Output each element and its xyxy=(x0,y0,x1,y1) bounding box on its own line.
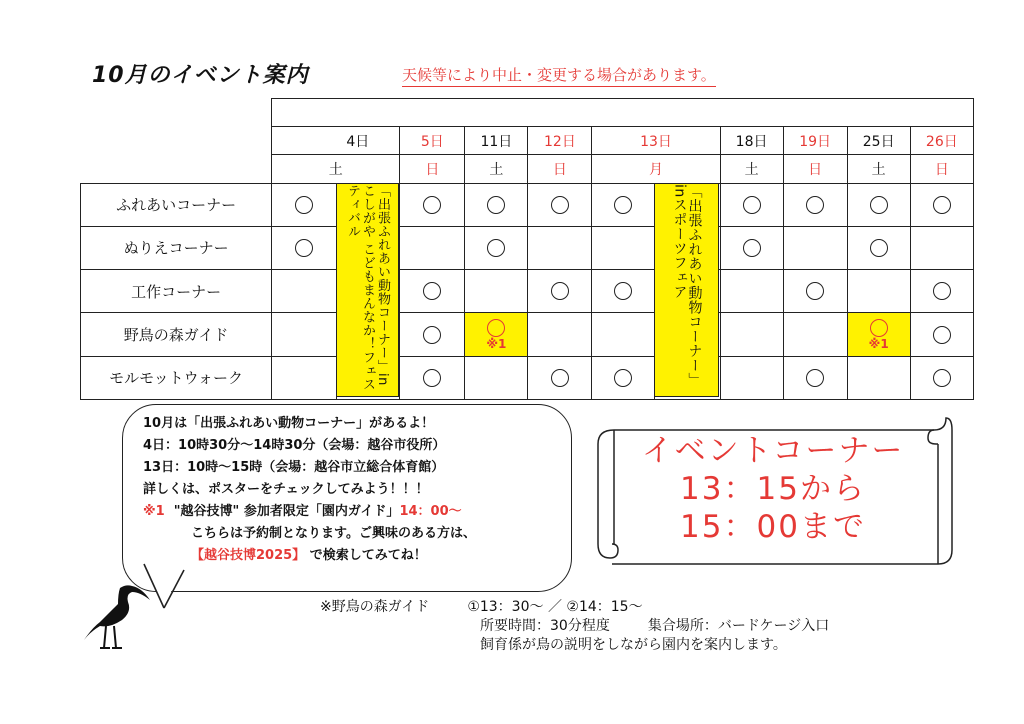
page-title: 10月のイベント案内 xyxy=(92,63,309,88)
row-label: 工作コーナー xyxy=(81,270,272,313)
available-mark xyxy=(423,196,441,214)
schedule-cell xyxy=(592,183,655,226)
available-mark xyxy=(551,282,569,300)
guide-duration: 所要時間：30分程度 xyxy=(480,618,610,634)
date-cell: 5日 xyxy=(400,127,465,155)
weekday-cell: 土 xyxy=(465,155,528,183)
available-mark xyxy=(806,282,824,300)
date-cell: 11日 xyxy=(465,127,528,155)
available-mark xyxy=(614,196,632,214)
date-cell: 13日 xyxy=(592,127,720,155)
bird-forest-guide-info xyxy=(320,598,829,655)
special-note-mark: ※1 xyxy=(868,336,889,351)
schedule-cell xyxy=(847,270,910,313)
note-time: 14：00～ xyxy=(399,504,462,519)
available-mark xyxy=(423,326,441,344)
weekday-cell: 土 xyxy=(272,155,400,183)
schedule-cell xyxy=(720,183,783,226)
schedule-cell xyxy=(528,226,592,269)
schedule-cell xyxy=(400,183,465,226)
available-mark xyxy=(870,319,888,337)
schedule-cell xyxy=(720,270,783,313)
bubble-note: こちらは予約制となります。ご興味のある方は、 xyxy=(191,526,476,541)
schedule-cell xyxy=(400,313,465,356)
schedule-cell xyxy=(272,356,337,399)
schedule-cell xyxy=(847,226,910,269)
schedule-cell xyxy=(465,270,528,313)
schedule-cell xyxy=(910,356,973,399)
event-corner-info xyxy=(628,432,918,546)
special-note-mark: ※1 xyxy=(486,336,507,351)
bubble-note xyxy=(143,501,557,523)
table-corner xyxy=(81,99,272,127)
available-mark xyxy=(743,196,761,214)
available-mark xyxy=(614,282,632,300)
date-cell: 4日 xyxy=(272,127,400,155)
weekday-cell: 月 xyxy=(592,155,720,183)
schedule-cell xyxy=(910,313,973,356)
weekday-cell: 土 xyxy=(720,155,783,183)
schedule-cell xyxy=(400,226,465,269)
weekday-cell: 日 xyxy=(783,155,847,183)
special-guide-cell xyxy=(465,313,528,356)
row-label: 野鳥の森ガイド xyxy=(81,313,272,356)
available-mark xyxy=(743,239,761,257)
date-cell: 12日 xyxy=(528,127,592,155)
off-site-event-banner-sports xyxy=(654,183,719,397)
available-mark xyxy=(870,239,888,257)
schedule-cell xyxy=(720,356,783,399)
schedule-cell xyxy=(528,270,592,313)
available-mark xyxy=(295,239,313,257)
date-cell: 19日 xyxy=(783,127,847,155)
schedule-cell xyxy=(592,356,655,399)
note-text: で検索してみてね！ xyxy=(309,548,427,563)
table-top-band xyxy=(272,99,974,127)
bubble-line: 4日：10時30分～14時30分（会場：越谷市役所） xyxy=(143,438,446,453)
available-mark xyxy=(295,196,313,214)
schedule-cell xyxy=(272,226,337,269)
date-cell: 25日 xyxy=(847,127,910,155)
available-mark xyxy=(487,239,505,257)
weather-notice: 天候等により中止・変更する場合があります。 xyxy=(402,64,716,87)
table-row xyxy=(81,313,974,356)
schedule-cell xyxy=(465,226,528,269)
schedule-cell xyxy=(272,313,337,356)
schedule-cell xyxy=(720,226,783,269)
schedule-cell xyxy=(465,183,528,226)
schedule-cell xyxy=(720,313,783,356)
available-mark xyxy=(806,196,824,214)
note-mark: ※1 xyxy=(143,504,165,519)
available-mark xyxy=(423,282,441,300)
bubble-line: 詳しくは、ポスターをチェックしてみよう！！！ xyxy=(143,482,429,497)
table-row xyxy=(81,226,974,269)
schedule-cell xyxy=(847,356,910,399)
banner-text: 「出張ふれあい動物コーナー」inこしがや こどもまんなか！フェスティバル xyxy=(345,184,390,392)
date-cell: 18日 xyxy=(720,127,783,155)
weekday-cell: 日 xyxy=(400,155,465,183)
guide-times: ①13：30～ ／ ②14：15～ xyxy=(467,599,643,615)
schedule-cell xyxy=(783,356,847,399)
bubble-note xyxy=(143,545,557,567)
schedule-cell xyxy=(528,313,592,356)
row-label: モルモットウォーク xyxy=(81,356,272,399)
event-schedule-table xyxy=(80,98,974,400)
schedule-cell xyxy=(592,313,655,356)
schedule-cell xyxy=(783,270,847,313)
weekday-cell: 日 xyxy=(910,155,973,183)
schedule-cell xyxy=(783,183,847,226)
schedule-cell xyxy=(272,270,337,313)
schedule-cell xyxy=(910,270,973,313)
guide-title: ※野鳥の森ガイド xyxy=(320,599,430,615)
available-mark xyxy=(423,369,441,387)
schedule-cell xyxy=(592,226,655,269)
heron-illustration xyxy=(80,582,152,652)
schedule-cell xyxy=(592,270,655,313)
schedule-cell xyxy=(783,226,847,269)
available-mark xyxy=(551,369,569,387)
available-mark xyxy=(933,369,951,387)
available-mark xyxy=(870,196,888,214)
available-mark xyxy=(933,196,951,214)
weekday-cell: 日 xyxy=(528,155,592,183)
off-site-event-banner-koshigaya xyxy=(336,183,399,397)
schedule-cell xyxy=(272,183,337,226)
available-mark xyxy=(933,282,951,300)
available-mark xyxy=(933,326,951,344)
bubble-line: 10月は「出張ふれあい動物コーナー」があるよ！ xyxy=(143,416,435,431)
schedule-cell xyxy=(910,183,973,226)
special-guide-cell xyxy=(847,313,910,356)
event-corner-title: イベントコーナー xyxy=(641,433,905,469)
event-corner-start: 13：15から xyxy=(680,471,866,507)
available-mark xyxy=(551,196,569,214)
table-row xyxy=(81,270,974,313)
table-row xyxy=(81,356,974,399)
event-corner-end: 15：00まで xyxy=(680,509,866,545)
schedule-cell xyxy=(400,270,465,313)
available-mark xyxy=(487,319,505,337)
weekday-cell: 土 xyxy=(847,155,910,183)
schedule-cell xyxy=(910,226,973,269)
schedule-cell xyxy=(528,356,592,399)
table-row xyxy=(81,183,974,226)
row-label: ふれあいコーナー xyxy=(81,183,272,226)
available-mark xyxy=(487,196,505,214)
search-keyword: 【越谷技博2025】 xyxy=(191,548,306,563)
guide-meeting-place: 集合場所：バードケージ入口 xyxy=(647,618,830,634)
schedule-cell xyxy=(847,183,910,226)
available-mark xyxy=(614,369,632,387)
guide-description: 飼育係が鳥の説明をしながら園内を案内します。 xyxy=(480,637,787,653)
schedule-cell xyxy=(465,356,528,399)
row-label: ぬりえコーナー xyxy=(81,226,272,269)
schedule-cell xyxy=(783,313,847,356)
date-cell: 26日 xyxy=(910,127,973,155)
available-mark xyxy=(806,369,824,387)
note-text: "越谷技博" 参加者限定「園内ガイド」 xyxy=(173,504,400,519)
banner-text: 「出張ふれあい動物コーナー」inスポーツフェア xyxy=(671,184,703,387)
bubble-line: 13日：10時～15時（会場：越谷市立総合体育館） xyxy=(143,460,445,475)
schedule-cell xyxy=(400,356,465,399)
schedule-cell xyxy=(528,183,592,226)
